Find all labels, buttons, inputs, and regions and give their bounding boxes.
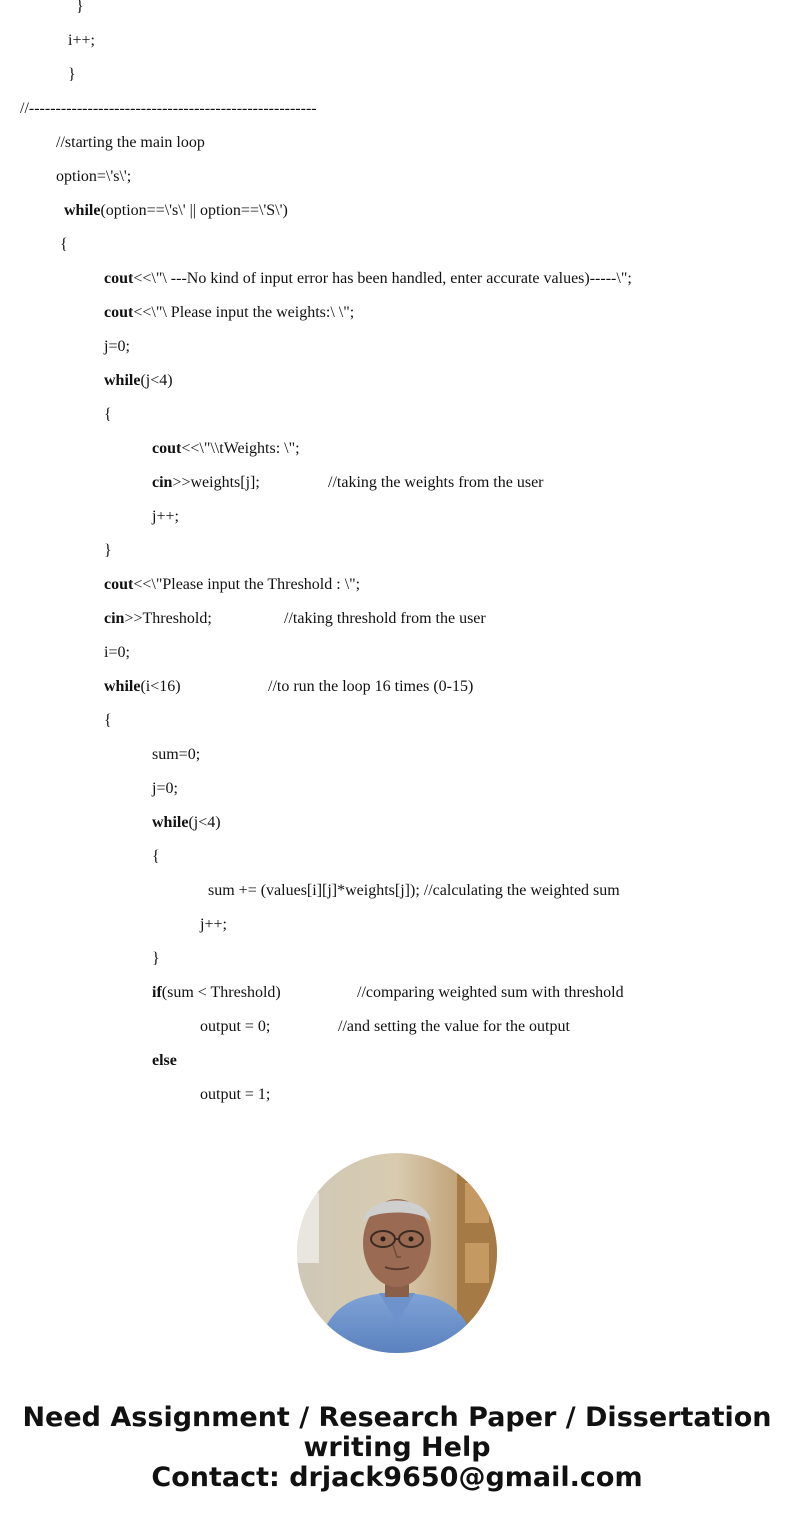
code-line-brace-close-1 bbox=[76, 0, 84, 17]
code-keyword: while bbox=[104, 678, 141, 695]
code-text: { bbox=[60, 236, 68, 253]
code-keyword: cin bbox=[152, 474, 173, 491]
code-text: >>Threshold; bbox=[124, 610, 212, 627]
code-line-else bbox=[152, 1051, 177, 1071]
code-text: (option==\'s\' || option==\'S\') bbox=[100, 202, 288, 219]
code-line-if-sum bbox=[152, 983, 281, 1003]
code-line-brace-close-2 bbox=[68, 65, 76, 85]
code-text: } bbox=[152, 950, 160, 967]
footer-contact: Contact: drjack9650@gmail.com bbox=[151, 1462, 643, 1493]
code-comment: //taking the weights from the user bbox=[328, 474, 544, 491]
code-text: <<\"\ ---No kind of input error has been handled, enter accurate values)-----\"; bbox=[133, 270, 632, 287]
code-text: //starting the main loop bbox=[56, 134, 205, 151]
code-line-brace-close-3 bbox=[104, 541, 112, 561]
code-text: (i<16) bbox=[140, 678, 181, 695]
code-text: sum=0; bbox=[152, 746, 201, 763]
code-text: output = 0; bbox=[200, 1018, 271, 1035]
footer-line-1: Need Assignment / Research Paper / Dissertation bbox=[22, 1402, 772, 1433]
code-text: //------------------------------------------------------ bbox=[20, 100, 317, 117]
code-text: j=0; bbox=[152, 780, 178, 797]
code-keyword: if bbox=[152, 984, 162, 1001]
code-text: j++; bbox=[152, 508, 179, 525]
code-keyword: else bbox=[152, 1052, 177, 1069]
code-line-j-zero-2 bbox=[152, 779, 178, 799]
footer-banner bbox=[0, 1403, 794, 1493]
code-line-while-i bbox=[104, 677, 181, 697]
code-keyword: while bbox=[152, 814, 189, 831]
code-line-while-j-1 bbox=[104, 371, 173, 391]
code-text: (j<4) bbox=[188, 814, 221, 831]
code-text: sum += (values[i][j]*weights[j]); //calculating the weighted sum bbox=[208, 882, 620, 899]
code-line-cout-weights bbox=[152, 439, 300, 459]
code-keyword: cout bbox=[152, 440, 182, 457]
code-text: } bbox=[68, 66, 76, 83]
code-comment: //taking threshold from the user bbox=[284, 610, 486, 627]
code-line-cout-threshold bbox=[104, 575, 360, 595]
code-text: <<\"\ Please input the weights:\ \"; bbox=[133, 304, 355, 321]
footer-line-2: writing Help bbox=[303, 1432, 491, 1463]
code-line-sum-zero bbox=[152, 745, 200, 765]
code-line-j-zero-1 bbox=[104, 337, 130, 357]
code-text: } bbox=[104, 542, 112, 559]
code-text: <<\"\\tWeights: \"; bbox=[181, 440, 300, 457]
code-text: j++; bbox=[200, 916, 227, 933]
code-text: { bbox=[152, 848, 160, 865]
code-line-brace-open-1 bbox=[60, 235, 68, 255]
code-keyword: cout bbox=[104, 576, 134, 593]
code-line-output-zero bbox=[200, 1017, 270, 1037]
code-text: { bbox=[104, 712, 112, 729]
code-text: option=\'s\'; bbox=[56, 168, 132, 185]
author-portrait-image bbox=[297, 1153, 497, 1353]
code-text: } bbox=[76, 0, 84, 15]
code-text: >>weights[j]; bbox=[172, 474, 260, 491]
code-line-j-increment-1 bbox=[152, 507, 179, 527]
code-comment: //comparing weighted sum with threshold bbox=[357, 984, 624, 1001]
code-text: i++; bbox=[68, 32, 95, 49]
code-keyword: cout bbox=[104, 270, 134, 287]
code-text: i=0; bbox=[104, 644, 130, 661]
code-text: (sum < Threshold) bbox=[161, 984, 281, 1001]
code-line-i-zero bbox=[104, 643, 130, 663]
code-keyword: while bbox=[104, 372, 141, 389]
code-text: <<\"Please input the Threshold : \"; bbox=[133, 576, 361, 593]
code-line-comment-main-loop bbox=[56, 133, 205, 153]
code-line-cout-error bbox=[104, 269, 632, 289]
code-text: { bbox=[104, 406, 112, 423]
code-line-cout-weights-prompt bbox=[104, 303, 354, 323]
code-line-i-increment bbox=[68, 31, 95, 51]
code-comment: //and setting the value for the output bbox=[338, 1018, 570, 1035]
code-keyword: while bbox=[64, 202, 101, 219]
code-comment: //to run the loop 16 times (0-15) bbox=[268, 678, 474, 695]
code-keyword: cin bbox=[104, 610, 125, 627]
code-text: j=0; bbox=[104, 338, 130, 355]
code-line-weighted-sum bbox=[208, 881, 620, 901]
code-line-while-option bbox=[64, 201, 288, 221]
code-line-brace-open-3 bbox=[104, 711, 112, 731]
code-line-separator bbox=[20, 99, 317, 119]
code-text: output = 1; bbox=[200, 1086, 271, 1103]
code-line-j-increment-2 bbox=[200, 915, 227, 935]
code-line-cin-weights bbox=[152, 473, 260, 493]
code-text: (j<4) bbox=[140, 372, 173, 389]
code-line-option-assign bbox=[56, 167, 131, 187]
code-line-while-j-2 bbox=[152, 813, 221, 833]
code-keyword: cout bbox=[104, 304, 134, 321]
code-line-output-one bbox=[200, 1085, 270, 1105]
author-avatar bbox=[297, 1153, 497, 1353]
code-line-brace-close-4 bbox=[152, 949, 160, 969]
code-line-cin-threshold bbox=[104, 609, 212, 629]
code-line-brace-open-4 bbox=[152, 847, 160, 867]
code-line-brace-open-2 bbox=[104, 405, 112, 425]
